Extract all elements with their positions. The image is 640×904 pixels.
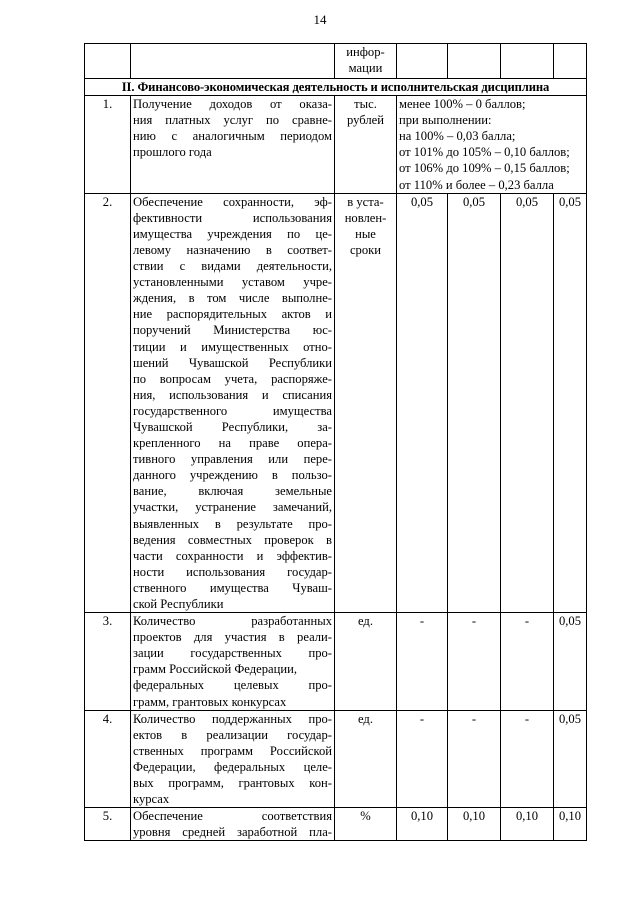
row-number: 4.	[85, 710, 131, 808]
scoring-scale-cell	[397, 96, 587, 194]
indicator-name-cell	[131, 613, 335, 711]
indicator-name-line: прошлого года	[133, 145, 212, 160]
indicator-name-line: Количество разработанных	[133, 614, 332, 629]
indicator-name-line: ждения, в том числе выполне-	[133, 291, 332, 306]
indicator-name-cell	[131, 710, 335, 808]
indicator-name-cell	[131, 96, 335, 194]
unit-line: тыс.	[354, 97, 377, 112]
scoring-scale-line: от 101% до 105% – 0,10 баллов;	[399, 145, 570, 160]
table-row	[85, 808, 587, 841]
indicator-name-line: тиции и имущественных отно-	[133, 339, 332, 354]
unit-line: мации	[348, 61, 383, 76]
indicator-name-line: шений Чувашской Республики	[133, 355, 332, 370]
unit-cell	[335, 193, 397, 612]
row-number: 5.	[85, 808, 131, 841]
table-row	[85, 613, 587, 711]
indicator-name-line: проектов для участия в реали-	[133, 630, 332, 645]
value-cell	[554, 44, 587, 79]
unit-line: в уста-	[347, 194, 384, 209]
scoring-scale-line: от 106% до 109% – 0,15 баллов;	[399, 161, 570, 176]
indicator-name-line: по вопросам учета, распоряже-	[133, 371, 332, 386]
indicator-name-line: данного учреждению в пользо-	[133, 468, 332, 483]
indicator-name-line: тивного управления или пере-	[133, 452, 332, 467]
indicator-name-line: крепленного на праве опера-	[133, 436, 332, 451]
indicator-name-line: ности использования государ-	[133, 564, 332, 579]
section-title: II. Финансово-экономическая деятельность и исполнительская дисциплина	[85, 79, 587, 96]
indicator-name-line: ствии с видами деятельности,	[133, 259, 332, 274]
page-number: 14	[313, 12, 327, 27]
scoring-scale-line: от 110% и более – 0,23 балла	[399, 177, 554, 192]
table-row	[85, 44, 587, 79]
indicator-name-line: Чувашской Республики, за-	[133, 419, 332, 434]
indicator-name-line: поручений Министерства юс-	[133, 323, 332, 338]
row-number-cell	[85, 44, 131, 79]
value-cell: 0,05	[554, 613, 587, 711]
indicator-name-line: фективности использования	[133, 210, 332, 225]
value-cell: 0,10	[397, 808, 448, 841]
value-cell: 0,05	[397, 193, 448, 612]
table-row	[85, 96, 587, 194]
table-row	[85, 193, 587, 612]
row-number: 2.	[85, 193, 131, 612]
indicator-name-line: части сохранности и эффектив-	[133, 548, 332, 563]
unit-cell: ед.	[335, 710, 397, 808]
value-cell: 0,05	[448, 193, 501, 612]
indicator-name-line: Количество поддержанных про-	[133, 711, 332, 726]
indicator-name-line: вание, включая земельные	[133, 484, 332, 499]
indicator-name-line: левому назначению в соответ-	[133, 242, 332, 257]
table-row	[85, 710, 587, 808]
indicator-name-line: установленными уставом учре-	[133, 275, 332, 290]
value-cell: 0,10	[448, 808, 501, 841]
value-cell: -	[448, 710, 501, 808]
indicator-name-line: ственных программ Российской	[133, 743, 332, 758]
value-cell: -	[501, 710, 554, 808]
indicator-name-line: федеральных целевых про-	[133, 678, 332, 693]
indicator-name-line: Обеспечение сохранности, эф-	[133, 194, 332, 209]
unit-cell	[335, 96, 397, 194]
unit-line: инфор-	[346, 45, 385, 59]
row-number: 1.	[85, 96, 131, 194]
value-cell: 0,05	[554, 193, 587, 612]
indicator-name-line: Федерации, федеральных целе-	[133, 759, 332, 774]
row-number: 3.	[85, 613, 131, 711]
indicator-name-line: ние распорядительных актов и	[133, 307, 332, 322]
indicator-name-line: грамм Российской Федерации,	[133, 662, 297, 677]
unit-line: новлен-	[344, 210, 387, 225]
scoring-scale-line: на 100% – 0,03 балла;	[399, 129, 516, 144]
indicator-name-line: курсах	[133, 792, 170, 807]
indicator-name-line: уровня средней заработной пла-	[133, 825, 332, 840]
indicator-name-line: участки, устранение замечаний,	[133, 500, 332, 515]
unit-line: ные	[355, 226, 376, 241]
value-cell	[448, 44, 501, 79]
value-cell: 0,05	[501, 193, 554, 612]
indicator-name-cell	[131, 44, 335, 79]
value-cell: -	[501, 613, 554, 711]
value-cell: 0,10	[554, 808, 587, 841]
value-cell	[397, 44, 448, 79]
indicator-name-line: имущества учреждения по це-	[133, 226, 332, 241]
indicator-name-line: ведения совместных проверок в	[133, 532, 332, 547]
indicator-name-line: грамм, грантовых конкурсах	[133, 694, 287, 709]
value-cell: 0,05	[554, 710, 587, 808]
indicator-name-line: Получение доходов от оказа-	[133, 97, 332, 112]
scoring-scale-line: при выполнении:	[399, 113, 492, 128]
indicator-name-line: ектов в реализации государ-	[133, 727, 332, 742]
indicator-name-line: выявленных в результате про-	[133, 516, 332, 531]
criteria-table	[84, 43, 587, 841]
value-cell: 0,10	[501, 808, 554, 841]
indicator-name-line: государственного имущества	[133, 403, 332, 418]
indicator-name-line: Обеспечение соответствия	[133, 809, 332, 824]
unit-line: рублей	[347, 113, 384, 128]
value-cell	[501, 44, 554, 79]
unit-cell: %	[335, 808, 397, 841]
indicator-name-line: нию с аналогичным периодом	[133, 129, 332, 144]
scoring-scale-line: менее 100% – 0 баллов;	[399, 97, 526, 112]
indicator-name-line: ской Республики	[133, 597, 224, 611]
value-cell: -	[397, 710, 448, 808]
unit-line: сроки	[349, 242, 382, 257]
indicator-name-line: ния, использования и списания	[133, 387, 332, 402]
unit-cell	[335, 44, 397, 79]
value-cell: -	[448, 613, 501, 711]
indicator-name-line: ния платных услуг по сравне-	[133, 113, 332, 128]
indicator-name-cell	[131, 808, 335, 841]
indicator-name-line: ственного имущества Чуваш-	[133, 580, 332, 595]
indicator-name-line: вых программ, грантовых кон-	[133, 776, 332, 791]
indicator-name-cell	[131, 193, 335, 612]
indicator-name-line: зации государственных про-	[133, 646, 332, 661]
value-cell: -	[397, 613, 448, 711]
unit-cell: ед.	[335, 613, 397, 711]
section-header-row	[85, 79, 587, 96]
